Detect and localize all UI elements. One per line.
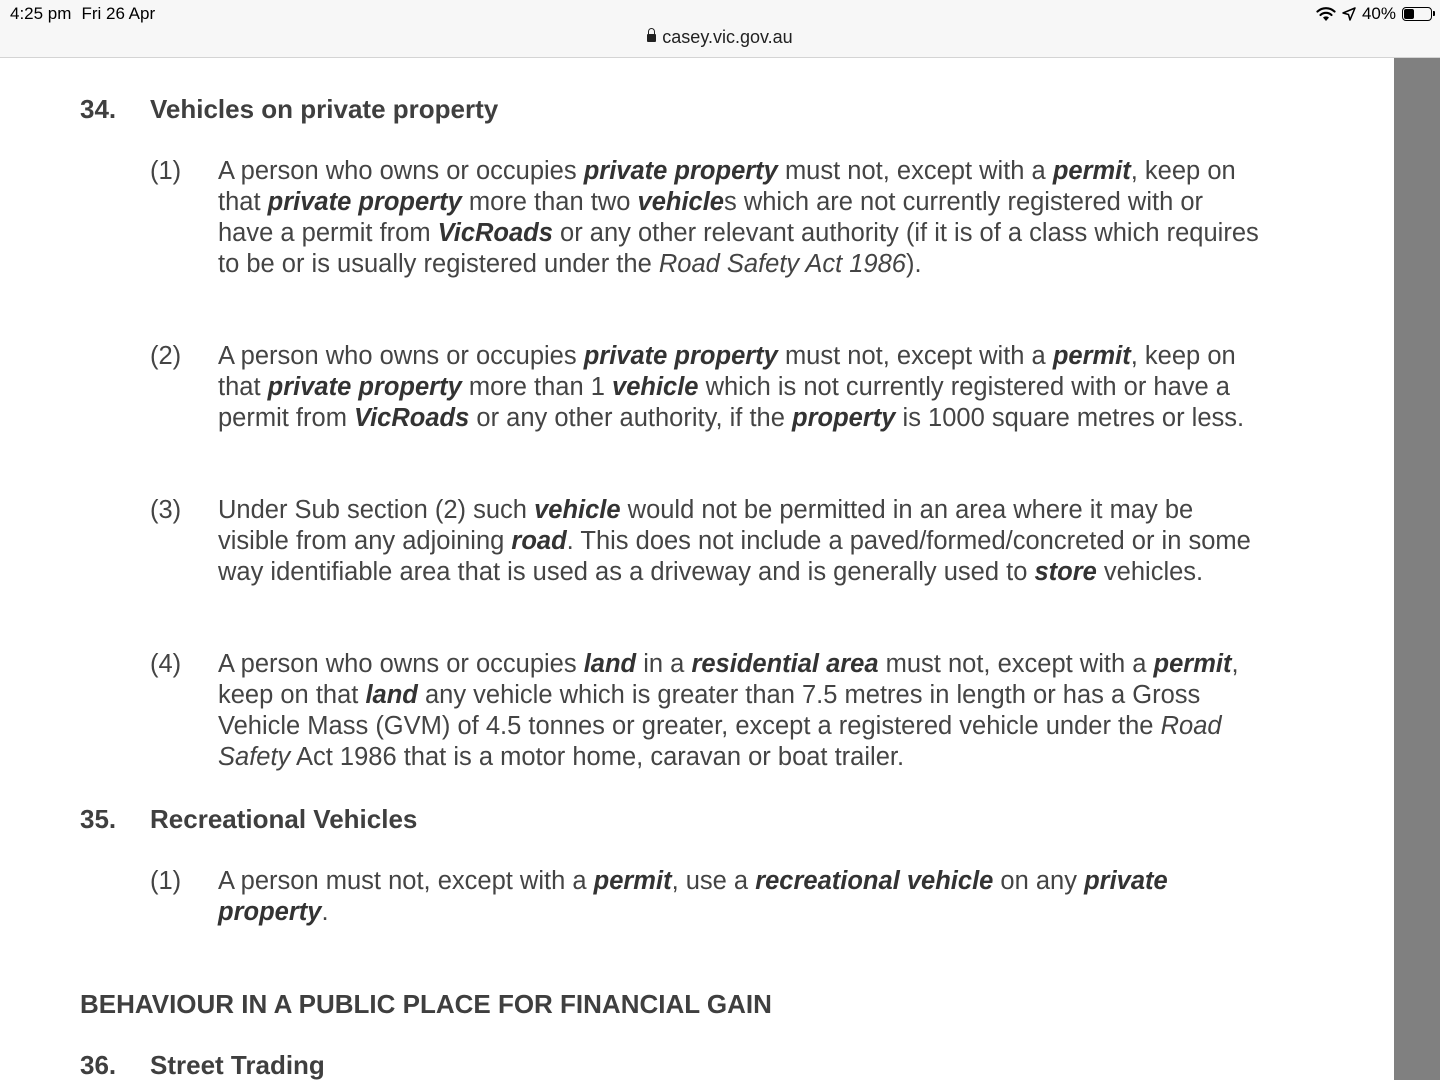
location-arrow-icon <box>1342 7 1356 21</box>
clause-text <box>218 495 1260 588</box>
document-content <box>0 58 1394 1080</box>
clause-text-run: Under Sub section (2) such <box>218 496 535 524</box>
clause-text-run: s which are not currently registered with or have a permit from <box>218 188 1204 247</box>
defined-term: VicRoads <box>354 404 470 432</box>
clause-text-run: more than 1 <box>461 373 613 401</box>
clause-text-run: vehicles. <box>1096 558 1204 586</box>
section-title: Vehicles on private property <box>150 94 499 124</box>
defined-term: store <box>1034 558 1097 586</box>
defined-term: residential area <box>691 650 879 678</box>
status-indicators <box>1316 4 1432 24</box>
status-time <box>10 4 155 24</box>
clause-34-2 <box>150 341 1260 434</box>
clause-text-run: or any other relevant authority (if it is of a class which requires to be or is usually registered under the <box>218 219 1259 278</box>
defined-term: vehicle <box>637 188 724 216</box>
clause-text-run: , keep on that <box>218 650 1239 709</box>
clause-text-run: , use a <box>671 867 756 895</box>
clause-34-3 <box>150 495 1260 588</box>
clause-text-run: which is not currently registered with or have a permit from <box>218 373 1230 432</box>
defined-term: VicRoads <box>437 219 553 247</box>
scrollbar[interactable] <box>1394 58 1440 1080</box>
defined-term: vehicle <box>612 373 699 401</box>
clause-text-run: or any other authority, if the <box>469 404 792 432</box>
defined-term: private property <box>267 373 462 401</box>
defined-term: private property <box>583 157 778 185</box>
section-heading-35 <box>80 804 417 835</box>
clause-text-run: . <box>321 898 329 926</box>
clause-text-run: must not, except with a <box>777 342 1053 370</box>
clause-text-run: Act 1986 that is a motor home, caravan or boat trailer. <box>290 743 905 771</box>
clause-text-run: A person must not, except with a <box>218 867 594 895</box>
status-date: Fri 26 Apr <box>81 4 156 23</box>
clause-number: (2) <box>150 342 182 370</box>
defined-term: land <box>365 681 418 709</box>
url-bar[interactable] <box>0 27 1440 48</box>
clause-text-run: any vehicle which is greater than 7.5 metres in length or has a Gross Vehicle Mass (GVM) of 4.5 tonnes or greater, except a registered vehicle under the <box>218 681 1201 740</box>
defined-term: recreational vehicle <box>755 867 994 895</box>
clause-text <box>218 649 1260 773</box>
clause-text-run: on any <box>993 867 1085 895</box>
clause-text <box>218 866 1260 928</box>
battery-icon <box>1402 7 1432 21</box>
clause-number: (1) <box>150 157 182 185</box>
section-title: Street Trading <box>150 1050 325 1080</box>
section-heading-34 <box>80 94 498 125</box>
section-number: 34. <box>80 94 117 124</box>
section-number: 35. <box>80 804 117 834</box>
clause-34-1 <box>150 156 1260 280</box>
clause-text-run: is 1000 square metres or less. <box>895 404 1245 432</box>
defined-term: permit <box>1052 342 1131 370</box>
section-title: Recreational Vehicles <box>150 804 418 834</box>
status-bar <box>0 0 1440 58</box>
clause-text-run: ). <box>905 250 922 278</box>
defined-term: Road Safety <box>218 712 1222 771</box>
clause-number: (1) <box>150 867 182 895</box>
clause-text-run: must not, except with a <box>878 650 1154 678</box>
clause-text-run: must not, except with a <box>777 157 1053 185</box>
battery-fill <box>1404 9 1414 19</box>
defined-term: land <box>583 650 637 678</box>
wifi-icon <box>1316 6 1336 22</box>
clause-34-4 <box>150 649 1260 773</box>
section-heading-36 <box>80 1050 325 1080</box>
defined-term: road <box>511 527 567 555</box>
clause-number: (3) <box>150 496 182 524</box>
url-text: casey.vic.gov.au <box>662 27 793 47</box>
clause-text-run: more than two <box>461 188 638 216</box>
clause-number: (4) <box>150 650 182 678</box>
clause-text-run: would not be permitted in an area where it may be visible from any adjoining <box>218 496 1194 555</box>
clause-text-run: , keep on that <box>218 342 1236 401</box>
defined-term: private property <box>583 342 778 370</box>
status-time-text: 4:25 pm <box>10 4 72 23</box>
defined-term: vehicle <box>534 496 621 524</box>
defined-term: property <box>792 404 896 432</box>
lock-icon <box>647 34 656 42</box>
clause-text-run: A person who owns or occupies <box>218 157 584 185</box>
clause-text-run: , keep on that <box>218 157 1236 216</box>
defined-term: private property <box>218 867 1168 926</box>
defined-term: permit <box>1153 650 1232 678</box>
battery-percent: 40% <box>1361 4 1396 23</box>
defined-term: Road Safety Act 1986 <box>658 250 906 278</box>
clause-text-run: A person who owns or occupies <box>218 650 584 678</box>
section-number: 36. <box>80 1050 117 1080</box>
clause-text-run: . This does not include a paved/formed/concreted or in some way identifiable area that is used as a driveway and is generally used to <box>218 527 1251 586</box>
clause-text <box>218 341 1260 434</box>
clause-35-1 <box>150 866 1260 928</box>
defined-term: permit <box>593 867 672 895</box>
clause-text-run: in a <box>636 650 692 678</box>
defined-term: private property <box>267 188 462 216</box>
part-heading: BEHAVIOUR IN A PUBLIC PLACE FOR FINANCIAL GAIN <box>80 989 772 1019</box>
clause-text <box>218 156 1260 280</box>
defined-term: permit <box>1052 157 1131 185</box>
clause-text-run: A person who owns or occupies <box>218 342 584 370</box>
